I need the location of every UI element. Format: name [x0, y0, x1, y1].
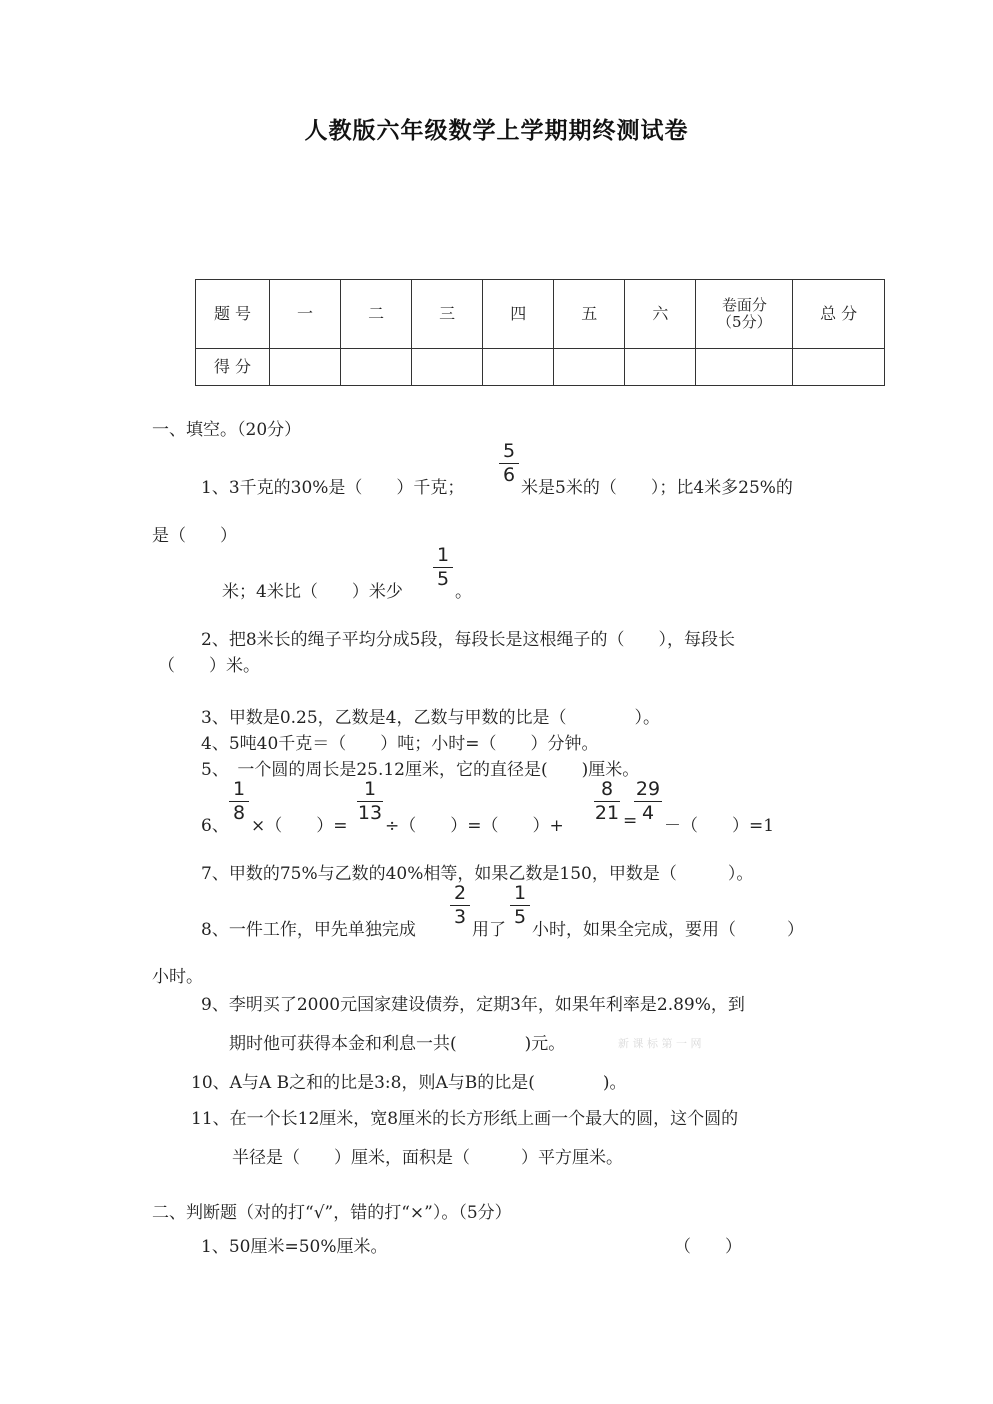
q10: 10、A与A B之和的比是3:8，则A与B的比是( )。	[191, 1073, 627, 1093]
q11-line1: 11、在一个长12厘米，宽8厘米的长方形纸上画一个最大的圆，这个圆的	[191, 1109, 739, 1129]
score-cell	[625, 348, 696, 385]
q6-mid3: =	[623, 811, 638, 831]
score-table-score-row	[196, 348, 885, 385]
q1-line2: 是（ ）	[152, 526, 237, 546]
q1-fraction-1-5	[433, 546, 453, 589]
fraction-numerator: 2	[450, 884, 470, 906]
q1-fraction-5-6	[499, 442, 519, 485]
score-cell	[696, 348, 793, 385]
score-cell	[793, 348, 885, 385]
q6-suffix: －（ ）=1	[664, 816, 775, 836]
q9-line1: 9、李明买了2000元国家建设债券，定期3年，如果年利率是2.89%，到	[201, 995, 745, 1015]
header-cell: 题 号	[196, 280, 270, 349]
fraction-numerator: 5	[499, 442, 519, 464]
score-cell	[270, 348, 341, 385]
fraction-denominator: 4	[641, 802, 655, 824]
q6-prefix: 6、	[201, 816, 229, 836]
q5: 5、 一个圆的周长是25.12厘米，它的直径是( )厘米。	[201, 760, 640, 780]
q6-mid1: ×（ ）=	[251, 816, 348, 836]
q9-line2: 期时他可获得本金和利息一共( )元。	[229, 1034, 566, 1054]
fraction-denominator: 13	[357, 802, 383, 824]
fraction-denominator: 5	[513, 906, 527, 928]
q6-mid2: ÷（ ）=（ ）+	[385, 816, 564, 836]
q6-fraction-1-8	[229, 780, 249, 823]
header-cell: 五	[554, 280, 625, 349]
header-cell: 总 分	[793, 280, 885, 349]
q1-line3-end: 。	[455, 582, 472, 602]
q6-fraction-1-13	[357, 780, 383, 823]
fraction-numerator: 1	[357, 780, 383, 802]
q6-fraction-29-4	[634, 780, 662, 823]
fraction-numerator: 1	[433, 546, 453, 568]
q1-part-a: 1、3千克的30%是（ ）千克；	[201, 478, 465, 498]
faint-watermark-text: 新 课 标 第 一 网	[618, 1037, 702, 1050]
q7: 7、甲数的75%与乙数的40%相等，如果乙数是150，甲数是（ ）。	[201, 864, 754, 884]
q3: 3、甲数是0.25，乙数是4，乙数与甲数的比是（ ）。	[201, 708, 660, 728]
fraction-denominator: 5	[436, 568, 450, 590]
fraction-numerator: 1	[229, 780, 249, 802]
fraction-numerator: 8	[594, 780, 620, 802]
q8-part-a: 8、一件工作，甲先单独完成	[201, 920, 416, 940]
fraction-denominator: 6	[502, 464, 516, 486]
s2-q1: 1、50厘米=50%厘米。	[201, 1237, 388, 1257]
score-table-header-row	[196, 280, 885, 349]
q1-line3: 米；4米比（ ）米少	[222, 582, 403, 602]
q8-part-c: 小时，如果全完成，要用（ ）	[532, 920, 804, 940]
q8-part-b: 用了	[472, 920, 506, 940]
q2-line2: （ ）米。	[158, 656, 260, 676]
q1-part-b: 米是5米的（ ）；比4米多25%的	[521, 478, 793, 498]
header-cell: 六	[625, 280, 696, 349]
fraction-denominator: 21	[594, 802, 620, 824]
q2-line1: 2、把8米长的绳子平均分成5段，每段长是这根绳子的（ ），每段长	[201, 630, 735, 650]
q6-fraction-8-21	[594, 780, 620, 823]
fraction-numerator: 1	[510, 884, 530, 906]
section2-heading: 二、判断题（对的打“√”，错的打“×”）。（5分）	[152, 1203, 512, 1223]
header-cell: 卷面分 （5分）	[696, 280, 793, 349]
q8-line2: 小时。	[152, 967, 203, 987]
s2-q1-answer-paren: （ ）	[674, 1237, 742, 1257]
section1-heading: 一、填空。（20分）	[152, 420, 302, 440]
score-cell	[483, 348, 554, 385]
q11-line2: 半径是（ ）厘米，面积是（ ）平方厘米。	[232, 1148, 623, 1168]
q8-fraction-2-3	[450, 884, 470, 927]
header-cell: 三	[412, 280, 483, 349]
q4: 4、5吨40千克＝（ ）吨；小时=（ ）分钟。	[201, 734, 599, 754]
row-label: 得 分	[196, 348, 270, 385]
header-cell: 一	[270, 280, 341, 349]
header-cell: 二	[341, 280, 412, 349]
q8-fraction-1-5	[510, 884, 530, 927]
fraction-numerator: 29	[635, 778, 661, 800]
score-cell	[341, 348, 412, 385]
header-cell: 四	[483, 280, 554, 349]
score-cell	[554, 348, 625, 385]
page-title: 人教版六年级数学上学期期终测试卷	[304, 118, 689, 144]
score-table	[195, 279, 885, 386]
fraction-denominator: 8	[232, 802, 246, 824]
score-cell	[412, 348, 483, 385]
fraction-denominator: 3	[453, 906, 467, 928]
